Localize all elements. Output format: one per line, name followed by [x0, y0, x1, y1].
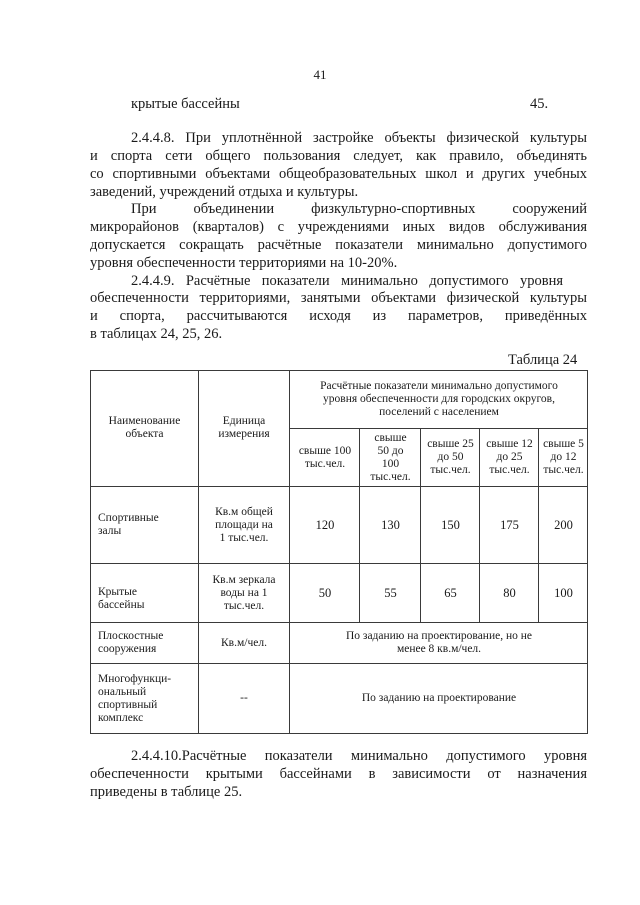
row-name: Спортивные залы [98, 512, 159, 537]
text-line: допускается сокращать расчётные показатели минимально допустимого [90, 237, 587, 253]
value-cell: 65 [444, 585, 457, 600]
value-cell: 200 [554, 517, 573, 532]
row-name: Многофункци-ональный спортивный комплекс [98, 672, 172, 724]
row-unit: Кв.м/чел. [221, 636, 267, 649]
value-cell: 120 [315, 517, 335, 532]
header-unit: Единица измерения [218, 415, 270, 440]
text-line: и спорта сети общего пользования следует, как правило, объединять [90, 148, 587, 164]
header-col-3: свыше 25 до 50 тыс.чел. [427, 438, 474, 476]
row-unit: Кв.м зеркала воды на 1 тыс.чел. [212, 573, 276, 612]
text-line: При объединении физкультурно-спортивных сооружений [131, 201, 587, 217]
header-group: Расчётные показатели минимально допустимого уровня обеспеченности для городских округов, поселений с населением [320, 379, 558, 418]
text-line: 2.4.4.8. При уплотнённой застройке объекты физической культуры [131, 130, 587, 146]
text-line: и спорта, рассчитываются исходя из параметров, приведённых [90, 308, 587, 324]
header-col-1: свыше 100 тыс.чел. [298, 444, 352, 470]
header-col-4: свыше 12 до 25 тыс.чел. [486, 438, 533, 476]
text-line: приведены в таблице 25. [90, 784, 243, 800]
value-cell: 175 [500, 517, 519, 532]
text-line: в таблицах 24, 25, 26. [90, 326, 223, 342]
text-line: обеспеченности территориями, занятыми объектами физической культуры [90, 290, 587, 306]
top-line-value: 45. [530, 96, 549, 112]
top-line-text: крытые бассейны [131, 96, 240, 112]
text-line: со спортивными объектами общеобразовательных школ и других учебных [90, 166, 587, 182]
value-cell: 130 [381, 517, 400, 532]
row-name: Плоскостные сооружения [98, 630, 164, 655]
value-cell: 100 [554, 585, 573, 600]
text-line: 2.4.4.9. Расчётные показатели минимально допустимого уровня [131, 273, 563, 289]
page-number: 41 [313, 67, 327, 82]
table-caption: Таблица 24 [508, 352, 578, 368]
header-col-2: свыше 50 до 100 тыс.чел. [370, 431, 411, 483]
value-cell: 50 [318, 585, 332, 600]
value-cell: 55 [384, 585, 397, 600]
row-name: Крытые бассейны [98, 586, 145, 611]
text-line: уровня обеспеченности территориями на 10-20%. [90, 255, 398, 271]
table-24 [90, 370, 588, 734]
value-cell: 150 [441, 517, 460, 532]
text-line: обеспеченности крытыми бассейнами в зависимости от назначения [90, 766, 587, 782]
text-line: заведений, учреждений отдыха и культуры. [90, 184, 359, 200]
value-cell: 80 [503, 585, 516, 600]
header-col-5: свыше 5 до 12 тыс.чел. [543, 438, 584, 476]
header-name: Наименование объекта [108, 415, 181, 440]
text-line: микрорайонов (кварталов) с учреждениями иных видов обслуживания [90, 219, 587, 235]
row-unit: Кв.м общей площади на 1 тыс.чел. [215, 505, 273, 544]
row-unit: -- [240, 692, 248, 704]
text-line: 2.4.4.10.Расчётные показатели минимально допустимого уровня [131, 748, 587, 764]
merged-value-cell: По заданию на проектирование [361, 692, 517, 704]
merged-value-cell: По заданию на проектирование, но не менее 8 кв.м/чел. [345, 630, 533, 655]
